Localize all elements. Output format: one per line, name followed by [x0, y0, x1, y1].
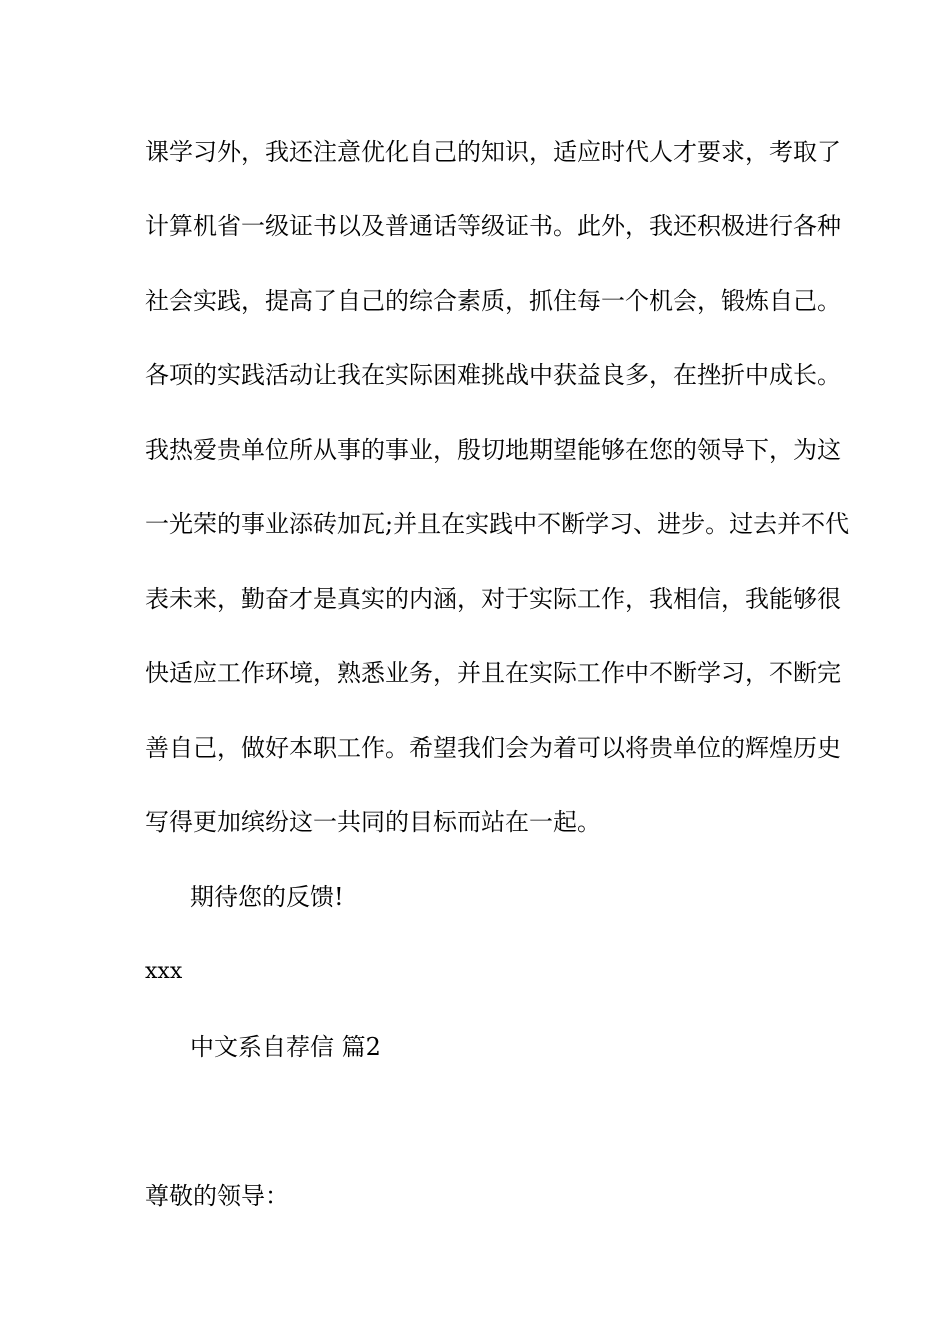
body-line: 表未来，勤奋才是真实的内涵，对于实际工作，我相信，我能够很: [145, 585, 841, 613]
body-line: 我热爱贵单位所从事的事业，殷切地期望能够在您的领导下，为这: [145, 436, 841, 464]
body-line: 课学习外，我还注意优化自己的知识，适应时代人才要求，考取了: [145, 138, 841, 166]
body-line: 一光荣的事业添砖加瓦;并且在实践中不断学习、进步。过去并不代: [145, 510, 850, 538]
body-line: 写得更加缤纷这一共同的目标而站在一起。: [145, 808, 601, 836]
salutation: 尊敬的领导：: [145, 1182, 289, 1210]
body-line: 计算机省一级证书以及普通话等级证书。此外，我还积极进行各种: [145, 212, 841, 240]
closing-line: 期待您的反馈!: [190, 883, 344, 911]
body-line: 各项的实践活动让我在实际困难挑战中获益良多，在挫折中成长。: [145, 361, 841, 389]
section-title: 中文系自荐信 篇2: [190, 1033, 381, 1061]
signature: xxx: [145, 959, 183, 984]
body-line: 社会实践，提高了自己的综合素质，抓住每一个机会，锻炼自己。: [145, 287, 841, 315]
body-line: 快适应工作环境，熟悉业务，并且在实际工作中不断学习，不断完: [145, 659, 841, 687]
body-line: 善自己，做好本职工作。希望我们会为着可以将贵单位的辉煌历史: [145, 734, 841, 762]
